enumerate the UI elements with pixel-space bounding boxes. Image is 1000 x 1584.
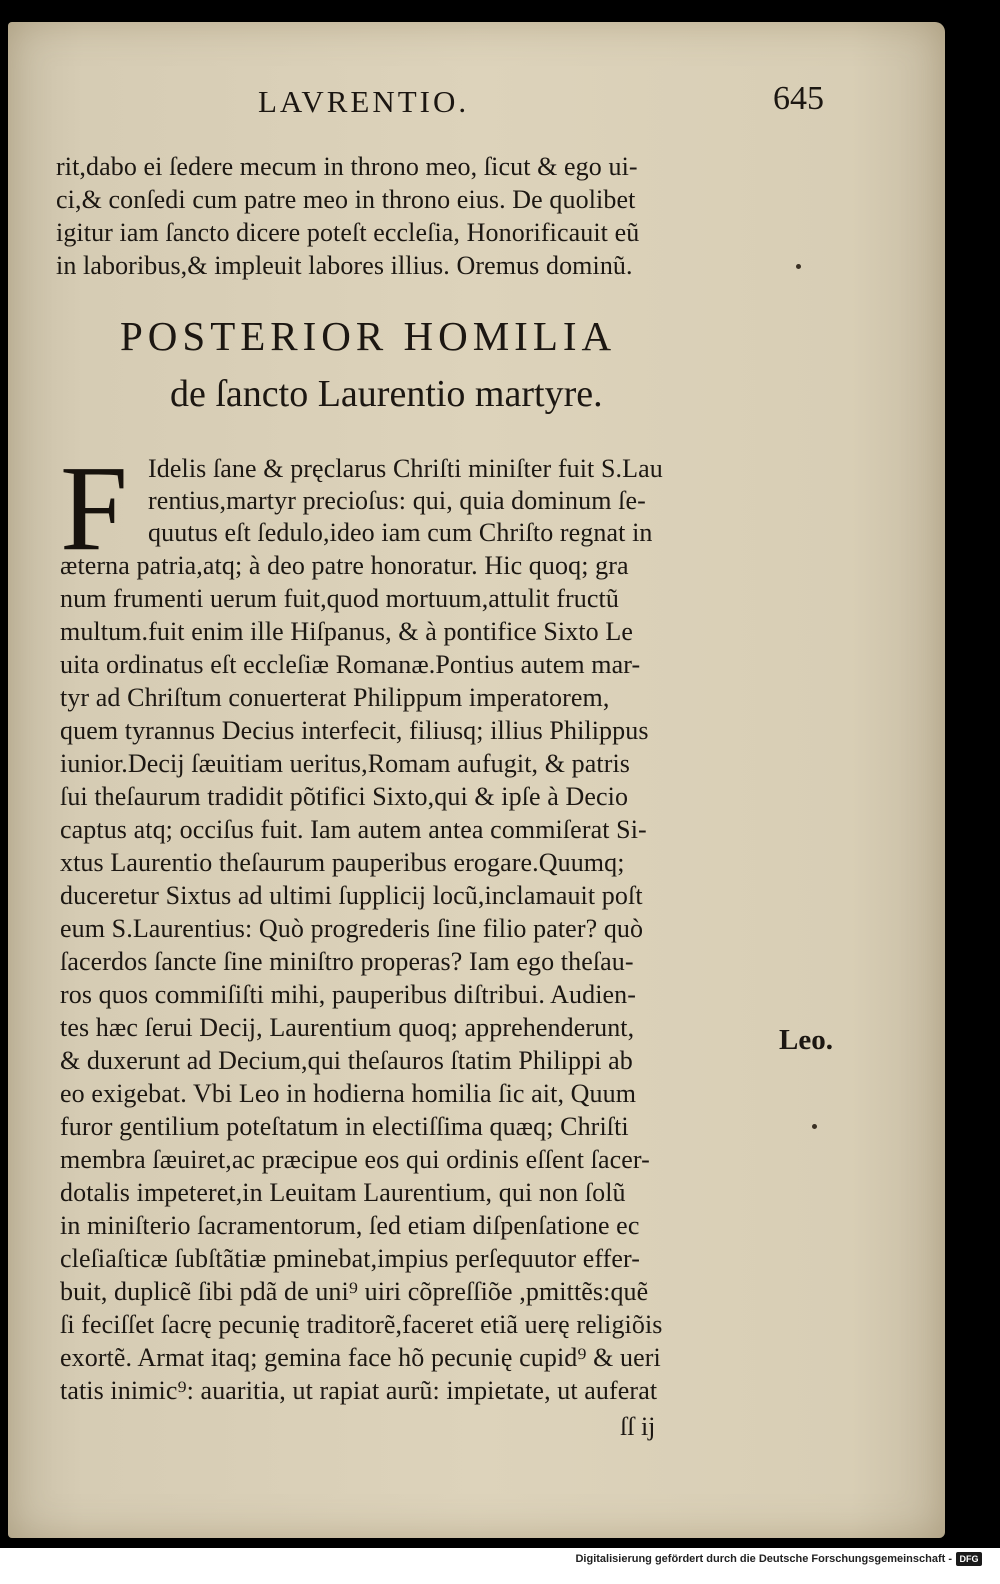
text-line: Idelis ſane & pręclarus Chriſti miniſter fuit S.Lau bbox=[148, 454, 663, 483]
page-number: 645 bbox=[773, 80, 824, 117]
text-line: uita ordinatus eſt eccleſiæ Romanæ.Pontius autem mar- bbox=[60, 650, 641, 679]
text-line: tyr ad Chriſtum conuerterat Philippum imperatorem, bbox=[60, 683, 610, 712]
text-line: ſui theſaurum tradidit põtifici Sixto,qui & ipſe à Decio bbox=[60, 782, 629, 811]
text-line: in miniſterio ſacramentorum, ſed etiam diſpenſatione ec bbox=[60, 1211, 640, 1240]
drop-cap: F bbox=[60, 441, 128, 576]
digitization-credit: Digitalisierung gefördert durch die Deutsche Forschungsgemeinschaft - bbox=[575, 1553, 952, 1565]
text-line: captus atq; occiſus fuit. Iam autem antea commiſerat Si- bbox=[60, 815, 647, 844]
ink-speck bbox=[796, 264, 801, 269]
text-line: ſi feciſſet ſacrę pecunię traditorẽ,faceret etiã uerę religiõis bbox=[60, 1310, 663, 1339]
dfg-logo: DFG bbox=[956, 1552, 982, 1566]
margin-note: Leo. bbox=[779, 1024, 833, 1056]
text-line: rentius,martyr precioſus: qui, quia dominum ſe- bbox=[148, 486, 646, 515]
text-line: multum.fuit enim ille Hiſpanus, & à pontifice Sixto Le bbox=[60, 617, 633, 646]
text-line: eo exigebat. Vbi Leo in hodierna homilia ſic ait, Quum bbox=[60, 1079, 637, 1108]
text-line: tes hæc ſerui Decij, Laurentium quoq; apprehenderunt, bbox=[60, 1013, 635, 1042]
homily-title: POSTERIOR HOMILIA bbox=[120, 313, 617, 359]
homily-subtitle: de ſancto Laurentio martyre. bbox=[170, 373, 603, 415]
text-line: exortẽ. Armat itaq; gemina face hõ pecunię cupid⁹ & ueri bbox=[60, 1343, 661, 1372]
text-line: furor gentilium poteſtatum in electiſſima quæq; Chriſti bbox=[60, 1112, 629, 1141]
text-line: dotalis impeteret,in Leuitam Laurentium, qui non ſolũ bbox=[60, 1178, 626, 1207]
text-line: eum S.Laurentius: Quò progrederis ſine filio pater? quò bbox=[60, 914, 644, 943]
text-line: ros quos commiſiſti mihi, pauperibus diſtribui. Audien- bbox=[60, 980, 637, 1009]
text-line: in laboribus,& impleuit labores illius. Oremus dominũ. bbox=[56, 251, 633, 280]
text-line: membra ſæuiret,ac præcipue eos qui ordinis eſſent ſacer- bbox=[60, 1145, 650, 1174]
book-page bbox=[8, 22, 945, 1538]
text-line: quutus eſt ſedulo,ideo iam cum Chriſto regnat in bbox=[148, 518, 653, 547]
text-line: tatis inimic⁹: auaritia, ut rapiat aurũ: impietate, ut auferat bbox=[60, 1376, 658, 1405]
text-line: ci,& conſedi cum patre meo in throno eius. De quolibet bbox=[56, 185, 636, 214]
running-head: LAVRENTIO. bbox=[258, 84, 470, 119]
text-line: ſacerdos ſancte ſine miniſtro properas? Iam ego theſau- bbox=[60, 947, 634, 976]
text-line: rit,dabo ei ſedere mecum in throno meo, ſicut & ego ui- bbox=[56, 152, 638, 181]
text-line: quem tyrannus Decius interfecit, filiusq; illius Philippus bbox=[60, 716, 649, 745]
text-line: iunior.Decij ſæuitiam ueritus,Romam aufugit, & patris bbox=[60, 749, 630, 778]
signature-mark: ſſ ij bbox=[620, 1412, 656, 1441]
text-line: duceretur Sixtus ad ultimi ſupplicij locũ,inclamauit poſt bbox=[60, 881, 643, 910]
text-line: æterna patria,atq; à deo patre honoratur. Hic quoq; gra bbox=[60, 551, 629, 580]
text-line: xtus Laurentio theſaurum pauperibus erogare.Quumq; bbox=[60, 848, 625, 877]
text-line: num frumenti uerum fuit,quod mortuum,attulit fructũ bbox=[60, 584, 619, 613]
text-line: & duxerunt ad Decium,qui theſauros ſtatim Philippi ab bbox=[60, 1046, 633, 1075]
text-line: cleſiaſticæ ſubſtãtiæ pminebat,impius perſequutor effer- bbox=[60, 1244, 641, 1273]
text-line: buit, duplicẽ ſibi pdã de uni⁹ uiri cõpreſſiõe ,pmittẽs:quẽ bbox=[60, 1277, 649, 1306]
ink-speck bbox=[812, 1124, 817, 1129]
text-line: igitur iam ſancto dicere poteſt eccleſia, Honorificauit eũ bbox=[56, 218, 640, 247]
